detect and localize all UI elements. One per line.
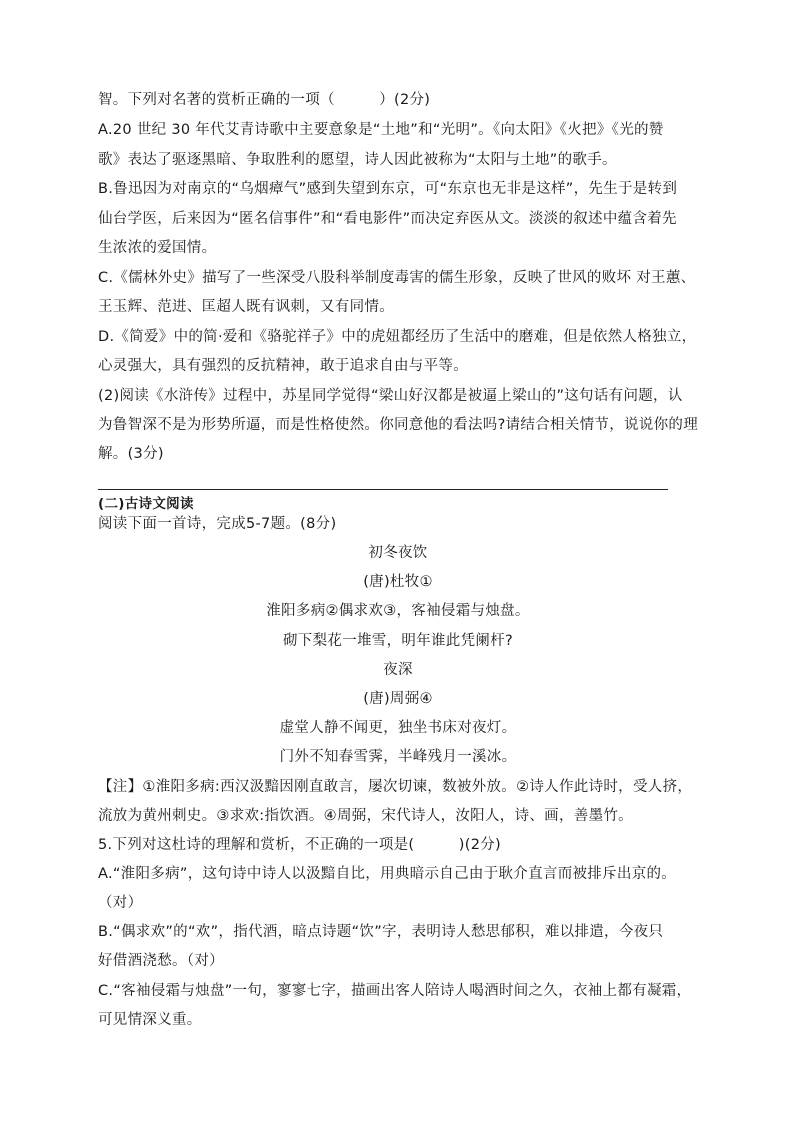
option-b-line-2: 仙台学医，后来因为“匿名信事件”和“看电影件”而决定弃医从文。淡淡的叙述中蕴含着先 [98,211,677,227]
option-c-line-1: C.《儒林外史》描写了一些深受八股科举制度毒害的儒生形象，反映了世风的败坏 对王蕙、 [98,270,696,286]
note-line-2: 流放为黄州刺史。③求欢:指饮酒。④周弼，宋代诗人，汝阳人，诗、画，善墨竹。 [98,808,633,824]
poem-2-title: 夜深 [383,662,413,678]
poem-2-line-2: 门外不知春雪霁，半峰残月一溪冰。 [279,749,517,765]
poem-1-author: (唐)杜牧① [363,574,433,590]
poem-2-author: (唐)周弼④ [363,691,433,707]
question-5-option-b-line-1: B.“偶求欢”的“欢”，指代酒，暗点诗题“饮”字，表明诗人愁思郁积，难以排遣，今夜只 [98,924,664,940]
note-line-1: 【注】①淮阳多病:西汉汲黯因刚直敢言，屡次切谏，数被外放。②诗人作此诗时，受人挤， [98,779,693,795]
section-intro: 阅读下面一首诗，完成5-7题。(8分) [98,516,337,532]
question-5-option-b-line-2: 好借酒浇愁。（对） [98,953,224,969]
question-2-line-1: (2)阅读《水浒传》过程中，苏星同学觉得“梁山好汉都是被逼上梁山的”这句话有问题，认 [98,388,683,404]
section-heading: (二)古诗文阅读 [98,496,194,512]
option-c-line-2: 王玉辉、范进、匡超人既有讽刺，又有同情。 [98,299,394,315]
poem-1-line-1: 淮阳多病②偶求欢③，客袖侵霜与烛盘。 [266,603,530,619]
question-5-stem: 5.下列对这杜诗的理解和赏析，不正确的一项是( )(2分) [98,837,501,853]
question-2-line-2: 为鲁智深不是为形势所逼，而是性格使然。你同意他的看法吗?请结合相关情节，说说你的理 [98,417,698,433]
option-a-line-1: A.20 世纪 30 年代艾青诗歌中主要意象是“土地”和“光明”。《向太阳》《火把》《光的赞 [98,122,664,138]
poem-2-line-1: 虚堂人静不闻更，独坐书床对夜灯。 [279,720,517,736]
option-b-line-1: B.鲁迅因为对南京的“乌烟瘴气”感到失望到东京，可“东京也无非是这样”，先生于是转到 [98,181,678,197]
question-5-option-c-line-2: 可见情深义重。 [98,1012,202,1028]
question-2-line-3: 解。(3分) [98,446,164,462]
poem-1-line-2: 砌下梨花一堆雪，明年谁此凭阑杆? [283,633,513,649]
option-d-line-2: 心灵强大，具有强烈的反抗精神，敢于追求自由与平等。 [98,358,468,374]
option-b-line-3: 生浓浓的爱国情。 [98,240,217,256]
question-5-option-a-line-1: A.“淮阳多病”，这句诗中诗人以汲黯自比，用典暗示自己由于耿介直言而被排斥出京的。 [98,866,677,882]
question-5-option-c-line-1: C.“客袖侵霜与烛盘”一句，寥寥七字，描画出客人陪诗人喝酒时间之久，衣袖上都有凝霜， [98,983,692,999]
poem-1-title: 初冬夜饮 [368,545,428,561]
option-d-line-1: D.《简爱》中的简·爱和《骆驼祥子》中的虎妞都经历了生活中的磨难，但是依然人格独立， [98,329,697,345]
question-stem-line: 智。下列对名著的赏析正确的一项（ ）(2分) [98,92,431,108]
answer-line [98,489,668,490]
question-5-option-a-line-2: （对） [98,895,143,911]
option-a-line-2: 歌》表达了驱逐黑暗、争取胜利的愿望，诗人因此被称为“太阳与土地”的歌手。 [98,152,617,168]
